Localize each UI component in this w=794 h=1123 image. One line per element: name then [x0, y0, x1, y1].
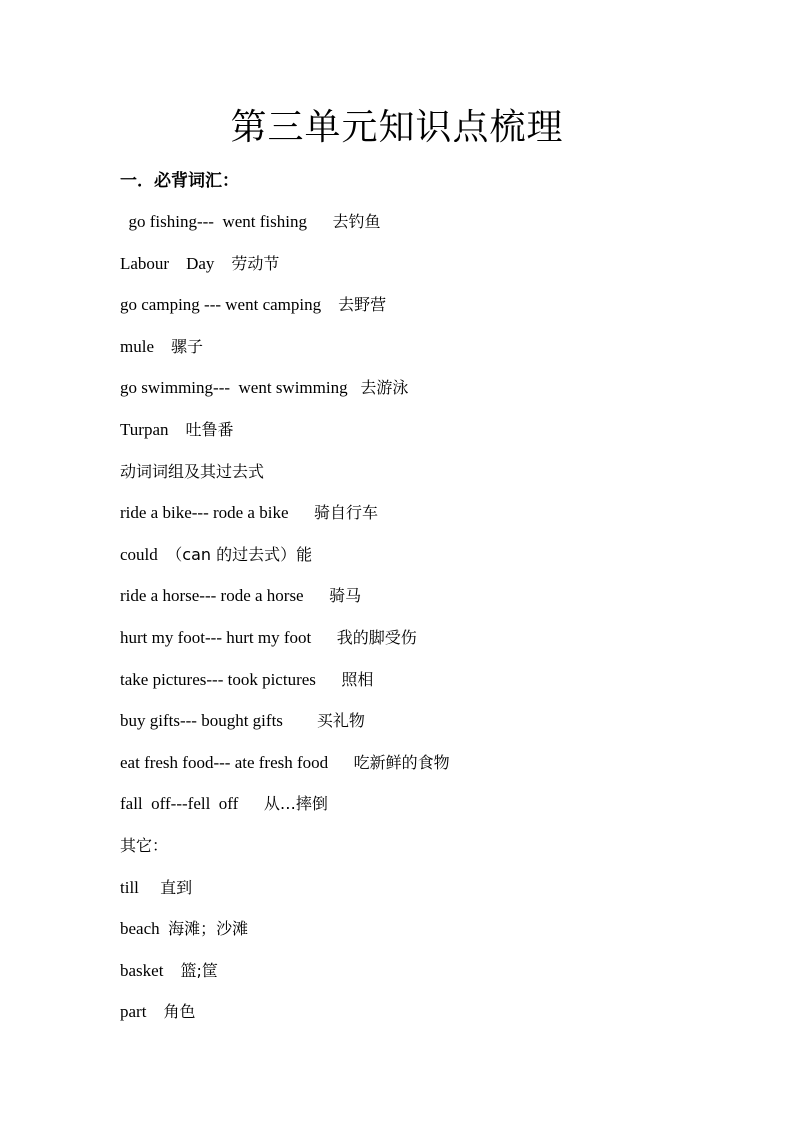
vocab-chinese: 骑自行车 — [314, 503, 379, 523]
vocab-english: hurt my foot--- hurt my foot — [120, 627, 337, 647]
vocab-chinese: 劳动节 — [231, 253, 280, 273]
vocab-english: fall off---fell off — [120, 794, 264, 814]
subheading-line — [120, 458, 720, 500]
vocab-line — [120, 499, 720, 541]
subheading-others: 其它： — [120, 835, 169, 855]
vocab-english: go swimming--- went swimming — [120, 378, 361, 398]
vocab-english: take pictures--- took pictures — [120, 669, 342, 689]
vocab-chinese: 去野营 — [338, 295, 387, 315]
vocab-english: part — [120, 1002, 164, 1022]
vocab-english: mule — [120, 336, 171, 356]
vocab-chinese: （can 的过去式）能 — [166, 544, 313, 564]
vocab-line — [120, 541, 720, 583]
vocab-line — [120, 790, 720, 832]
vocab-chinese: 骡子 — [171, 336, 204, 356]
vocab-english: ride a bike--- rode a bike — [120, 503, 314, 523]
vocab-english: could — [120, 544, 167, 564]
vocab-chinese: 从…摔倒 — [263, 794, 328, 814]
vocab-line — [120, 957, 720, 999]
vocab-english: basket — [120, 960, 181, 980]
vocabulary-list — [120, 208, 720, 1040]
vocab-chinese: 去游泳 — [360, 378, 409, 398]
vocab-chinese: 照相 — [341, 669, 374, 689]
vocab-chinese: 我的脚受伤 — [336, 627, 417, 647]
vocab-chinese: 去钓鱼 — [332, 212, 381, 231]
vocab-line — [120, 915, 720, 957]
vocab-chinese: 吐鲁番 — [185, 419, 234, 439]
vocab-line — [120, 707, 720, 749]
section-heading-vocabulary: 一．必背词汇： — [120, 171, 239, 191]
vocab-line — [120, 208, 720, 250]
vocab-line — [120, 250, 720, 292]
vocab-english: till — [120, 877, 161, 897]
vocab-line — [120, 624, 720, 666]
vocab-line — [120, 749, 720, 791]
subheading-line — [120, 832, 720, 874]
vocab-english: buy gifts--- bought gifts — [120, 711, 317, 731]
subheading-verb-phrases: 动词词组及其过去式 — [120, 461, 265, 481]
vocab-english: Turpan — [120, 419, 186, 439]
vocab-english: go camping --- went camping — [120, 295, 339, 315]
vocab-line — [120, 333, 720, 375]
vocab-line — [120, 374, 720, 416]
vocab-line — [120, 998, 720, 1040]
vocab-chinese: 角色 — [163, 1002, 196, 1022]
vocab-english: beach — [120, 919, 169, 939]
vocab-chinese: 海滩；沙滩 — [168, 919, 249, 939]
document-title: 第三单元知识点梳理 — [230, 107, 564, 148]
vocab-english: go fishing--- went fishing — [120, 212, 333, 231]
vocab-english: ride a horse--- rode a horse — [120, 586, 330, 606]
vocab-line — [120, 416, 720, 458]
vocab-line — [120, 582, 720, 624]
vocab-chinese: 篮;筐 — [180, 960, 218, 980]
vocab-line — [120, 291, 720, 333]
vocab-line — [120, 874, 720, 916]
vocab-english: eat fresh food--- ate fresh food — [120, 752, 354, 772]
vocab-english: Labour Day — [120, 253, 232, 273]
vocab-chinese: 骑马 — [329, 586, 362, 606]
vocab-chinese: 吃新鲜的食物 — [353, 752, 450, 772]
vocab-chinese: 买礼物 — [316, 711, 365, 731]
vocab-line — [120, 666, 720, 708]
vocab-chinese: 直到 — [160, 877, 193, 897]
